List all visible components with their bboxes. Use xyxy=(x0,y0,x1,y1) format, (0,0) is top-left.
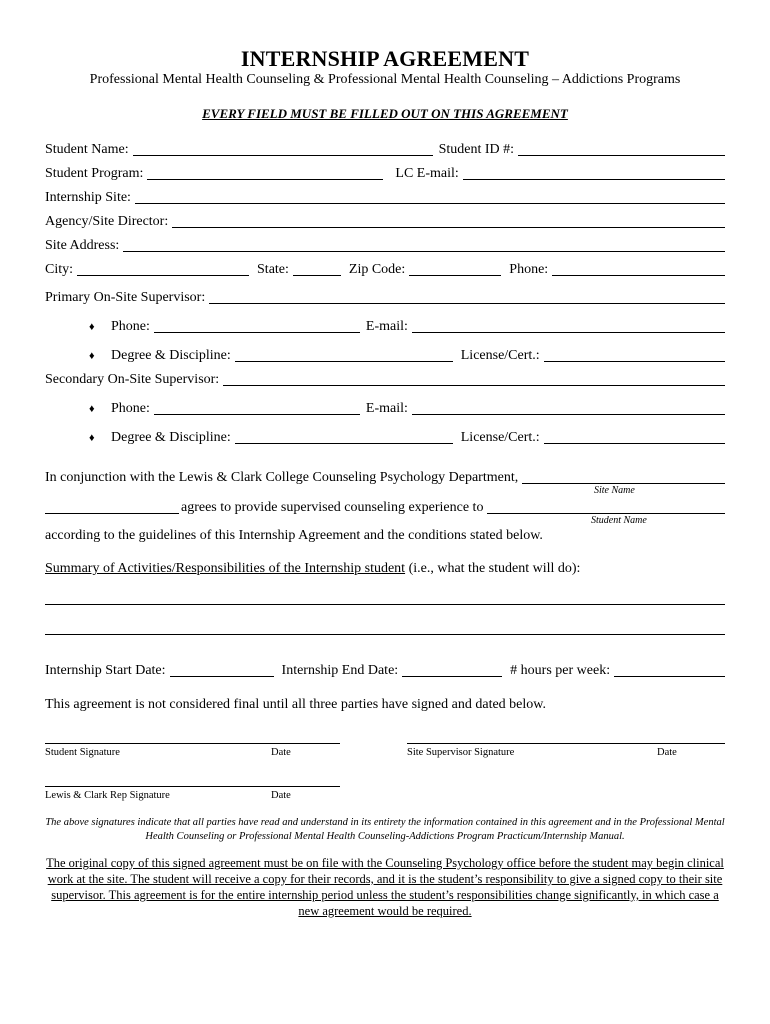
final-note: This agreement is not considered final until all three parties have signed and dated below. xyxy=(45,697,546,712)
start-date-field[interactable] xyxy=(170,676,274,677)
site-name-repeat-field[interactable] xyxy=(45,513,179,514)
primary-degree-field[interactable] xyxy=(235,361,453,362)
legal-statement: The above signatures indicate that all parties have read and understand in its entirety the information contained in this agreement and in the Professional Mental Health Counseling or Professional Mental Health Counseling-Addictions Program Practicum/Internship Manual. xyxy=(45,817,725,842)
student-program-field[interactable] xyxy=(147,179,383,180)
summary-line-2[interactable] xyxy=(45,634,725,635)
secondary-phone-label: Phone: xyxy=(111,401,150,416)
student-id-field[interactable] xyxy=(518,155,725,156)
site-name-caption: Site Name xyxy=(594,485,635,496)
site-name-field[interactable] xyxy=(522,483,725,484)
page-subtitle: Professional Mental Health Counseling & Professional Mental Health Counseling – Addictions Programs xyxy=(89,72,681,87)
student-date-label: Date xyxy=(271,747,291,758)
phone-field[interactable] xyxy=(552,275,725,276)
lc-rep-signature-line[interactable] xyxy=(45,786,340,787)
zip-field[interactable] xyxy=(409,275,501,276)
site-address-label: Site Address: xyxy=(45,238,120,253)
primary-email-field[interactable] xyxy=(412,332,725,333)
conjunction-row xyxy=(45,466,725,486)
site-supervisor-signature-label: Site Supervisor Signature xyxy=(407,747,515,758)
primary-phone-field[interactable] xyxy=(154,332,360,333)
site-supervisor-date-label: Date xyxy=(657,747,677,758)
site-address-field[interactable] xyxy=(123,251,725,252)
student-name-agreement-field[interactable] xyxy=(487,513,725,514)
secondary-supervisor-row xyxy=(45,368,725,388)
original-copy-statement: The original copy of this signed agreement must be on file with the Counseling Psychology office before the student may begin clinical work at the site. The student will receive a copy for their records, and it is the student’s responsibility to give a signed copy to their site supervisor. This agreement is for the entire internship period unless the student’s responsibilities change significantly, in which case a new agreement would be required. xyxy=(46,856,724,918)
conjunction-text: In conjunction with the Lewis & Clark College Counseling Psychology Department, xyxy=(45,470,519,485)
primary-contact-row xyxy=(45,315,725,335)
student-id-label: Student ID #: xyxy=(438,142,515,157)
lc-rep-date-label: Date xyxy=(271,790,291,801)
agency-director-row xyxy=(45,210,725,230)
primary-license-label: License/Cert.: xyxy=(460,348,540,363)
secondary-contact-row xyxy=(45,397,725,417)
primary-degree-row xyxy=(45,344,725,364)
internship-site-row xyxy=(45,186,725,206)
primary-supervisor-row xyxy=(45,286,725,306)
bullet-icon: ♦ xyxy=(89,432,95,444)
agency-director-label: Agency/Site Director: xyxy=(45,214,169,229)
agency-director-field[interactable] xyxy=(172,227,725,228)
summary-line-1[interactable] xyxy=(45,604,725,605)
primary-supervisor-field[interactable] xyxy=(209,303,725,304)
city-field[interactable] xyxy=(77,275,249,276)
state-label: State: xyxy=(257,262,289,277)
student-signature-label: Student Signature xyxy=(45,747,120,758)
phone-label: Phone: xyxy=(509,262,549,277)
secondary-supervisor-field[interactable] xyxy=(223,385,725,386)
agrees-text: agrees to provide supervised counseling experience to xyxy=(181,500,484,515)
dates-row xyxy=(45,659,725,679)
start-date-label: Internship Start Date: xyxy=(45,663,166,678)
secondary-degree-row xyxy=(45,426,725,446)
city-label: City: xyxy=(45,262,74,277)
page-title: INTERNSHIP AGREEMENT xyxy=(240,46,530,71)
primary-license-field[interactable] xyxy=(544,361,725,362)
site-supervisor-signature-line[interactable] xyxy=(407,743,725,744)
primary-degree-label: Degree & Discipline: xyxy=(111,348,231,363)
secondary-email-label: E-mail: xyxy=(365,401,408,416)
student-name-field[interactable] xyxy=(133,155,433,156)
bullet-icon: ♦ xyxy=(89,321,95,333)
secondary-degree-label: Degree & Discipline: xyxy=(111,430,231,445)
primary-supervisor-label: Primary On-Site Supervisor: xyxy=(45,290,206,305)
summary-heading xyxy=(45,561,580,577)
hours-label: # hours per week: xyxy=(510,663,611,678)
lc-email-label: LC E-mail: xyxy=(395,166,459,181)
student-name-row xyxy=(45,138,725,158)
student-signature-line[interactable] xyxy=(45,743,340,744)
student-program-row xyxy=(45,162,725,182)
secondary-degree-field[interactable] xyxy=(235,443,453,444)
secondary-license-label: License/Cert.: xyxy=(460,430,540,445)
state-field[interactable] xyxy=(293,275,341,276)
secondary-email-field[interactable] xyxy=(412,414,725,415)
student-program-label: Student Program: xyxy=(45,166,144,181)
secondary-supervisor-label: Secondary On-Site Supervisor: xyxy=(45,372,220,387)
agrees-row xyxy=(45,496,725,516)
primary-email-label: E-mail: xyxy=(365,319,408,334)
city-row xyxy=(45,258,725,278)
internship-site-field[interactable] xyxy=(135,203,725,204)
site-address-row xyxy=(45,234,725,254)
zip-label: Zip Code: xyxy=(348,262,406,277)
summary-label: Summary of Activities/Responsibilities of the Internship student xyxy=(45,561,406,576)
secondary-license-field[interactable] xyxy=(544,443,725,444)
lc-rep-signature-label: Lewis & Clark Rep Signature xyxy=(45,790,170,801)
required-notice: EVERY FIELD MUST BE FILLED OUT ON THIS AGREEMENT xyxy=(202,106,568,121)
bullet-icon: ♦ xyxy=(89,403,95,415)
primary-phone-label: Phone: xyxy=(111,319,150,334)
student-name-caption: Student Name xyxy=(591,515,647,526)
guidelines-text: according to the guidelines of this Internship Agreement and the conditions stated below. xyxy=(45,528,543,543)
internship-site-label: Internship Site: xyxy=(45,190,131,205)
secondary-phone-field[interactable] xyxy=(154,414,360,415)
student-name-label: Student Name: xyxy=(45,142,129,157)
summary-note: (i.e., what the student will do): xyxy=(405,561,581,576)
bullet-icon: ♦ xyxy=(89,350,95,362)
end-date-label: Internship End Date: xyxy=(281,663,399,678)
lc-email-field[interactable] xyxy=(463,179,725,180)
hours-field[interactable] xyxy=(614,676,725,677)
end-date-field[interactable] xyxy=(402,676,502,677)
